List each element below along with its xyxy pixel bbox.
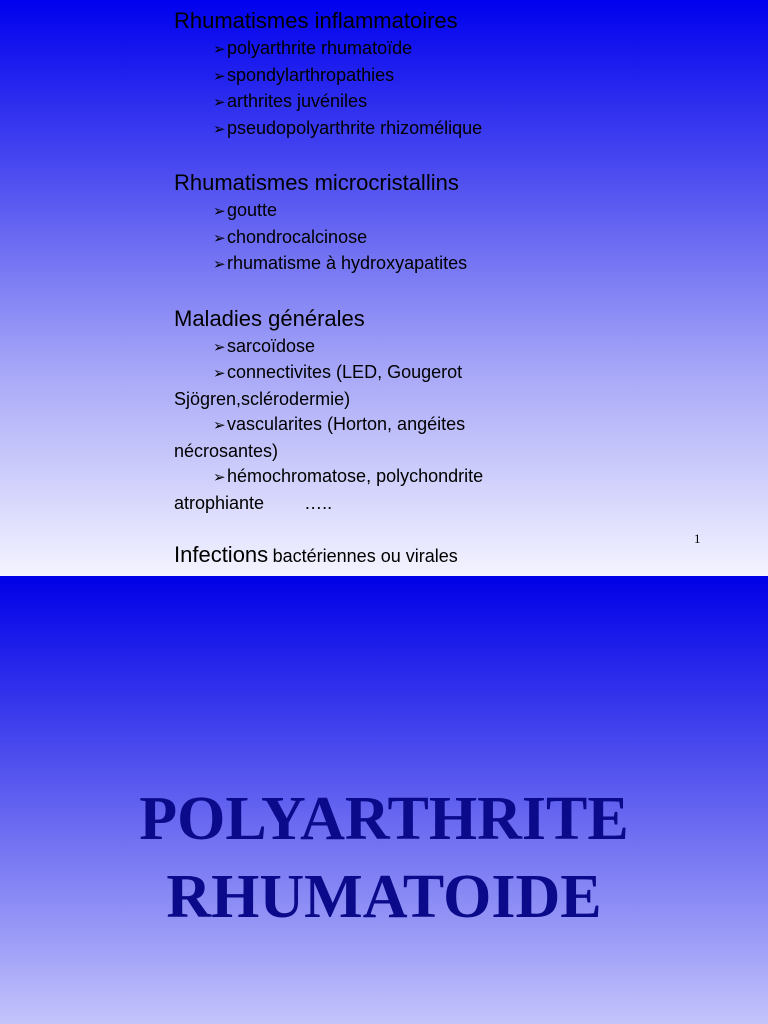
item-text: hémochromatose, polychondrite [227, 466, 484, 486]
item-text: arthrites juvéniles [227, 91, 368, 111]
section-general-diseases [174, 304, 734, 517]
infections-label: Infections [174, 542, 269, 567]
item-text: chondrocalcinose [227, 226, 368, 247]
arrow-bullet-icon: ➢ [213, 468, 226, 486]
section-microcrystalline [174, 168, 734, 278]
list-item [213, 116, 734, 143]
item-text: rhumatisme à hydroxyapatites [227, 253, 468, 273]
item-list [174, 334, 734, 517]
page-number: 1 [694, 531, 701, 546]
item-list [174, 198, 734, 278]
list-item [213, 198, 734, 225]
section-title: Maladies générales [174, 305, 365, 331]
arrow-bullet-icon: ➢ [213, 93, 226, 111]
arrow-bullet-icon: ➢ [213, 66, 226, 85]
slide-2 [0, 576, 768, 1024]
list-item [213, 334, 734, 361]
list-item [213, 36, 734, 63]
arrow-bullet-icon: ➢ [213, 202, 226, 220]
arrow-bullet-icon: ➢ [213, 40, 226, 58]
arrow-bullet-icon: ➢ [213, 364, 226, 382]
arrow-bullet-icon: ➢ [213, 228, 226, 247]
arrow-bullet-icon: ➢ [213, 416, 226, 434]
list-item [174, 464, 734, 516]
list-item [213, 251, 734, 278]
slide-1-content [174, 6, 734, 576]
infections-line [174, 542, 734, 568]
list-item [213, 225, 734, 252]
arrow-bullet-icon: ➢ [213, 119, 226, 138]
slide-title [0, 780, 768, 936]
item-text: vascularites (Horton, angéites [227, 414, 466, 434]
item-text: pseudopolyarthrite rhizomélique [227, 117, 483, 138]
item-text: goutte [227, 200, 278, 220]
item-text: sarcoïdose [227, 335, 316, 356]
infections-detail: bactériennes ou virales [272, 546, 458, 566]
slide-title-line-2: RHUMATOIDE [166, 863, 602, 931]
list-item [213, 63, 734, 90]
list-item [174, 412, 734, 464]
arrow-bullet-icon: ➢ [213, 337, 226, 356]
item-text: connectivites (LED, Gougerot [227, 362, 463, 382]
list-item [174, 360, 734, 412]
item-text: spondylarthropathies [227, 64, 395, 85]
section-title: Rhumatismes inflammatoires [174, 8, 458, 33]
list-item [213, 89, 734, 116]
section-title: Rhumatismes microcristallins [174, 170, 459, 195]
arrow-bullet-icon: ➢ [213, 255, 226, 273]
item-list [174, 36, 734, 142]
item-text-continued: nécrosantes) [174, 440, 279, 461]
section-inflammatory [174, 6, 734, 142]
item-text-continued: atrophiante ….. [174, 492, 333, 513]
item-text-continued: Sjögren,sclérodermie) [174, 388, 351, 409]
slide-title-line-1: POLYARTHRITE [139, 785, 629, 853]
item-text: polyarthrite rhumatoïde [227, 38, 413, 58]
